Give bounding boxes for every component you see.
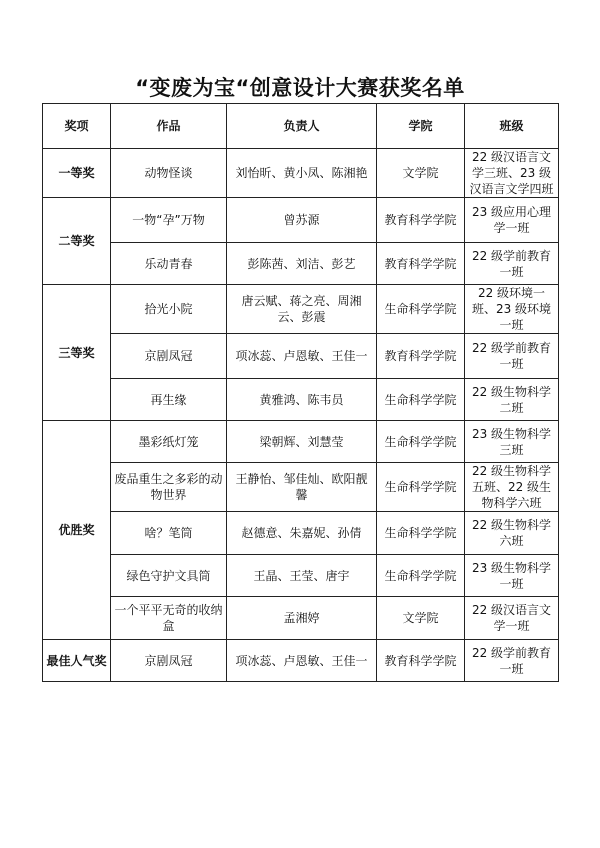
work-cell: 乐动青春	[111, 243, 227, 285]
class-cell: 23 级应用心理学一班	[465, 198, 559, 243]
leader-cell: 王晶、王莹、唐宇	[227, 555, 377, 597]
table-row	[43, 512, 559, 555]
class-cell: 23 级生物科学一班	[465, 555, 559, 597]
leader-cell: 刘怡昕、黄小凤、陈湘艳	[227, 149, 377, 198]
work-cell: 绿色守护文具筒	[111, 555, 227, 597]
leader-cell: 项冰蕊、卢恩敏、王佳一	[227, 640, 377, 682]
leader-cell: 彭陈茜、刘洁、彭艺	[227, 243, 377, 285]
class-cell: 22 级汉语言文学三班、23 级汉语言文学四班	[465, 149, 559, 198]
award-cell: 二等奖	[43, 198, 111, 285]
college-cell: 生命科学学院	[377, 463, 465, 512]
college-cell: 生命科学学院	[377, 555, 465, 597]
header-class: 班级	[465, 104, 559, 149]
work-cell: 废品重生之多彩的动物世界	[111, 463, 227, 512]
class-cell: 23 级生物科学三班	[465, 421, 559, 463]
leader-cell: 孟湘婷	[227, 597, 377, 640]
table-row	[43, 597, 559, 640]
table-row	[43, 198, 559, 243]
college-cell: 教育科学学院	[377, 640, 465, 682]
award-cell: 三等奖	[43, 285, 111, 421]
class-cell: 22 级汉语言文学一班	[465, 597, 559, 640]
work-cell: 拾光小院	[111, 285, 227, 334]
awards-table	[42, 103, 559, 682]
college-cell: 文学院	[377, 149, 465, 198]
table-row	[43, 379, 559, 421]
class-cell: 22 级环境一班、23 级环境一班	[465, 285, 559, 334]
table-row	[43, 421, 559, 463]
award-cell: 一等奖	[43, 149, 111, 198]
work-cell: 啥？笔筒	[111, 512, 227, 555]
college-cell: 教育科学学院	[377, 334, 465, 379]
page-title: “变废为宝“创意设计大赛获奖名单	[135, 76, 465, 100]
table-row	[43, 285, 559, 334]
leader-cell: 唐云赋、蒋之亮、周湘云、彭震	[227, 285, 377, 334]
header-work: 作品	[111, 104, 227, 149]
header-leader: 负责人	[227, 104, 377, 149]
college-cell: 生命科学学院	[377, 421, 465, 463]
leader-cell: 曾苏源	[227, 198, 377, 243]
class-cell: 22 级学前教育一班	[465, 640, 559, 682]
table-row	[43, 149, 559, 198]
leader-cell: 梁朝辉、刘慧莹	[227, 421, 377, 463]
header-college: 学院	[377, 104, 465, 149]
work-cell: 动物怪谈	[111, 149, 227, 198]
college-cell: 生命科学学院	[377, 512, 465, 555]
award-cell: 优胜奖	[43, 421, 111, 640]
table-row	[43, 640, 559, 682]
college-cell: 教育科学学院	[377, 198, 465, 243]
leader-cell: 黄雅鸿、陈韦员	[227, 379, 377, 421]
work-cell: 再生缘	[111, 379, 227, 421]
class-cell: 22 级生物科学六班	[465, 512, 559, 555]
award-cell: 最佳人气奖	[43, 640, 111, 682]
leader-cell: 赵德意、朱嘉妮、孙倩	[227, 512, 377, 555]
college-cell: 文学院	[377, 597, 465, 640]
table-row	[43, 463, 559, 512]
class-cell: 22 级学前教育一班	[465, 334, 559, 379]
table-row	[43, 555, 559, 597]
college-cell: 教育科学学院	[377, 243, 465, 285]
leader-cell: 项冰蕊、卢恩敏、王佳一	[227, 334, 377, 379]
class-cell: 22 级生物科学五班、22 级生物科学六班	[465, 463, 559, 512]
leader-cell: 王静怡、邹佳灿、欧阳靓馨	[227, 463, 377, 512]
table-row	[43, 243, 559, 285]
class-cell: 22 级学前教育一班	[465, 243, 559, 285]
work-cell: 一物“孕”万物	[111, 198, 227, 243]
work-cell: 墨彩纸灯笼	[111, 421, 227, 463]
work-cell: 京剧凤冠	[111, 334, 227, 379]
work-cell: 一个平平无奇的收纳盒	[111, 597, 227, 640]
college-cell: 生命科学学院	[377, 285, 465, 334]
work-cell: 京剧凤冠	[111, 640, 227, 682]
table-row	[43, 334, 559, 379]
college-cell: 生命科学学院	[377, 379, 465, 421]
header-award: 奖项	[43, 104, 111, 149]
header-row	[43, 104, 559, 149]
class-cell: 22 级生物科学二班	[465, 379, 559, 421]
